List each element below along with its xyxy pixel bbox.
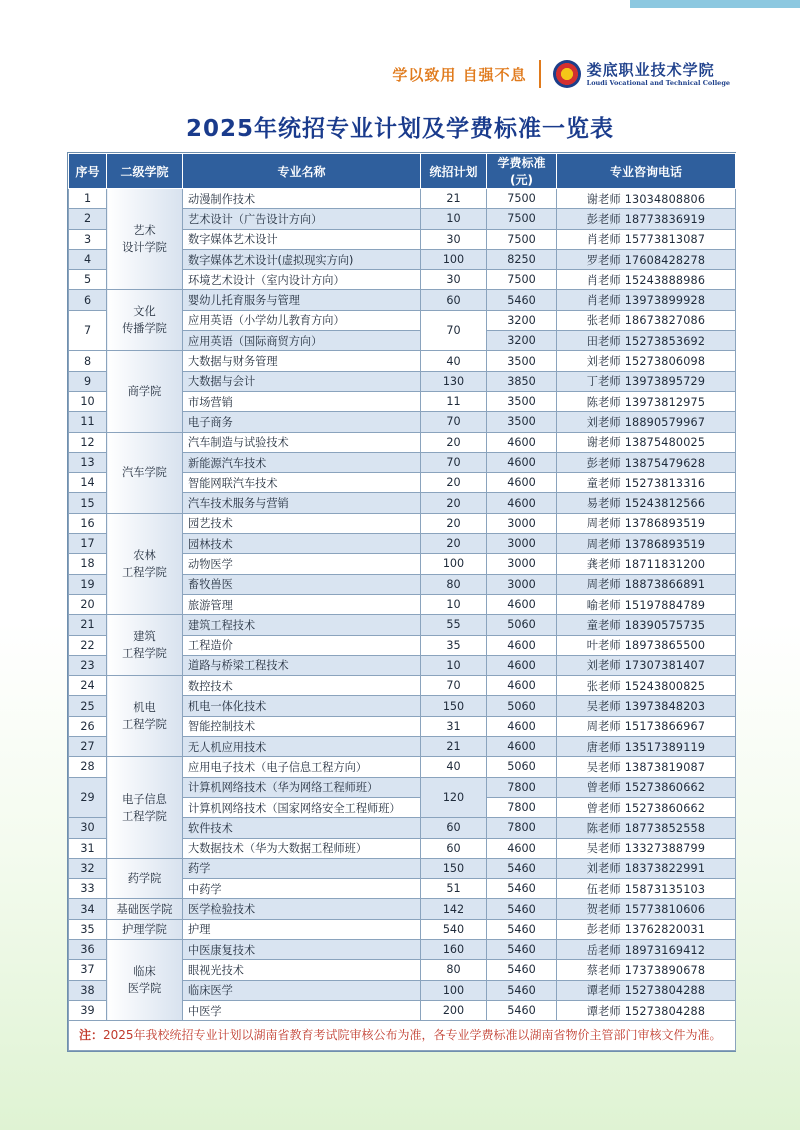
row-seq: 10 bbox=[69, 391, 107, 411]
row-seq: 9 bbox=[69, 371, 107, 391]
row-plan: 70 bbox=[421, 452, 487, 472]
row-fee: 4600 bbox=[487, 432, 557, 452]
header-college: 二级学院 bbox=[107, 154, 183, 189]
row-major: 智能控制技术 bbox=[183, 716, 421, 736]
table-row bbox=[69, 939, 736, 959]
row-major: 汽车技术服务与营销 bbox=[183, 493, 421, 513]
row-seq: 28 bbox=[69, 757, 107, 777]
row-plan: 10 bbox=[421, 209, 487, 229]
table-body bbox=[69, 189, 736, 1021]
row-phone: 刘老师 18890579967 bbox=[557, 412, 736, 432]
row-college: 农林 工程学院 bbox=[107, 513, 183, 614]
row-phone: 陈老师 13973812975 bbox=[557, 391, 736, 411]
row-plan: 10 bbox=[421, 655, 487, 675]
row-seq: 3 bbox=[69, 229, 107, 249]
row-fee: 7800 bbox=[487, 777, 557, 797]
row-plan: 20 bbox=[421, 534, 487, 554]
row-phone: 吴老师 13873819087 bbox=[557, 757, 736, 777]
row-fee: 8250 bbox=[487, 249, 557, 269]
table-row bbox=[69, 432, 736, 452]
row-phone: 周老师 18873866891 bbox=[557, 574, 736, 594]
row-phone: 谭老师 15273804288 bbox=[557, 980, 736, 1000]
row-seq: 13 bbox=[69, 452, 107, 472]
row-fee: 7800 bbox=[487, 797, 557, 817]
row-college: 基础医学院 bbox=[107, 899, 183, 919]
row-major: 计算机网络技术（国家网络安全工程师班） bbox=[183, 797, 421, 817]
row-major: 工程造价 bbox=[183, 635, 421, 655]
row-fee: 4600 bbox=[487, 676, 557, 696]
row-seq: 26 bbox=[69, 716, 107, 736]
row-fee: 5460 bbox=[487, 1000, 557, 1020]
note bbox=[69, 1021, 736, 1051]
row-phone: 唐老师 13517389119 bbox=[557, 737, 736, 757]
row-plan: 80 bbox=[421, 960, 487, 980]
row-seq: 38 bbox=[69, 980, 107, 1000]
row-plan: 11 bbox=[421, 391, 487, 411]
row-seq: 23 bbox=[69, 655, 107, 675]
row-seq: 5 bbox=[69, 270, 107, 290]
row-phone: 刘老师 18373822991 bbox=[557, 858, 736, 878]
row-plan: 80 bbox=[421, 574, 487, 594]
row-plan: 20 bbox=[421, 473, 487, 493]
row-major: 机电一体化技术 bbox=[183, 696, 421, 716]
row-plan: 31 bbox=[421, 716, 487, 736]
row-seq: 12 bbox=[69, 432, 107, 452]
row-college: 汽车学院 bbox=[107, 432, 183, 513]
row-seq: 11 bbox=[69, 412, 107, 432]
row-fee: 3500 bbox=[487, 412, 557, 432]
row-fee: 7500 bbox=[487, 229, 557, 249]
row-fee: 4600 bbox=[487, 838, 557, 858]
row-phone: 丁老师 13973895729 bbox=[557, 371, 736, 391]
row-phone: 曾老师 15273860662 bbox=[557, 777, 736, 797]
row-fee: 5460 bbox=[487, 960, 557, 980]
row-seq: 25 bbox=[69, 696, 107, 716]
row-fee: 3000 bbox=[487, 534, 557, 554]
row-fee: 4600 bbox=[487, 716, 557, 736]
row-plan: 130 bbox=[421, 371, 487, 391]
row-fee: 5460 bbox=[487, 290, 557, 310]
row-seq: 37 bbox=[69, 960, 107, 980]
row-major: 数字媒体艺术设计 bbox=[183, 229, 421, 249]
row-seq: 20 bbox=[69, 594, 107, 614]
row-college: 护理学院 bbox=[107, 919, 183, 939]
row-fee: 7500 bbox=[487, 209, 557, 229]
header-seq: 序号 bbox=[69, 154, 107, 189]
row-major: 大数据技术（华为大数据工程师班） bbox=[183, 838, 421, 858]
row-major: 市场营销 bbox=[183, 391, 421, 411]
row-major: 应用英语（国际商贸方向） bbox=[183, 331, 421, 351]
row-phone: 彭老师 18773836919 bbox=[557, 209, 736, 229]
row-fee: 4600 bbox=[487, 473, 557, 493]
row-major: 畜牧兽医 bbox=[183, 574, 421, 594]
row-seq: 33 bbox=[69, 879, 107, 899]
row-major: 汽车制造与试验技术 bbox=[183, 432, 421, 452]
row-college: 临床 医学院 bbox=[107, 939, 183, 1020]
school-name-cn: 娄底职业技术学院 bbox=[586, 61, 715, 79]
row-fee: 5460 bbox=[487, 919, 557, 939]
row-phone: 肖老师 15773813087 bbox=[557, 229, 736, 249]
row-plan: 20 bbox=[421, 432, 487, 452]
row-major: 园林技术 bbox=[183, 534, 421, 554]
row-phone: 吴老师 13973848203 bbox=[557, 696, 736, 716]
row-phone: 谭老师 15273804288 bbox=[557, 1000, 736, 1020]
row-plan: 60 bbox=[421, 818, 487, 838]
row-fee: 5460 bbox=[487, 980, 557, 1000]
row-phone: 曾老师 15273860662 bbox=[557, 797, 736, 817]
majors-table bbox=[67, 152, 736, 1052]
row-seq: 4 bbox=[69, 249, 107, 269]
note-text: 2025年我校统招专业计划以湖南省教育考试院审核公布为准，各专业学费标准以湖南省物价主管部门审核文件为准。 bbox=[103, 1028, 722, 1043]
row-plan: 200 bbox=[421, 1000, 487, 1020]
row-major: 电子商务 bbox=[183, 412, 421, 432]
row-plan: 10 bbox=[421, 594, 487, 614]
row-phone: 肖老师 13973899928 bbox=[557, 290, 736, 310]
row-major: 婴幼儿托育服务与管理 bbox=[183, 290, 421, 310]
row-phone: 蔡老师 17373890678 bbox=[557, 960, 736, 980]
row-seq: 35 bbox=[69, 919, 107, 939]
row-fee: 3500 bbox=[487, 391, 557, 411]
row-fee: 3850 bbox=[487, 371, 557, 391]
row-plan: 142 bbox=[421, 899, 487, 919]
header-plan: 统招计划 bbox=[421, 154, 487, 189]
row-plan: 55 bbox=[421, 615, 487, 635]
row-college: 建筑 工程学院 bbox=[107, 615, 183, 676]
table-row bbox=[69, 513, 736, 533]
table-row bbox=[69, 676, 736, 696]
row-seq: 39 bbox=[69, 1000, 107, 1020]
row-major: 应用电子技术（电子信息工程方向） bbox=[183, 757, 421, 777]
row-phone: 张老师 18673827086 bbox=[557, 310, 736, 330]
row-seq: 8 bbox=[69, 351, 107, 371]
row-phone: 贺老师 15773810606 bbox=[557, 899, 736, 919]
row-seq: 18 bbox=[69, 554, 107, 574]
header-major: 专业名称 bbox=[183, 154, 421, 189]
header bbox=[392, 55, 730, 93]
table-header-row bbox=[69, 154, 736, 189]
row-phone: 伍老师 15873135103 bbox=[557, 879, 736, 899]
row-major: 艺术设计（广告设计方向） bbox=[183, 209, 421, 229]
header-fee: 学费标准(元) bbox=[487, 154, 557, 189]
row-phone: 田老师 15273853692 bbox=[557, 331, 736, 351]
row-plan: 30 bbox=[421, 270, 487, 290]
row-fee: 5460 bbox=[487, 858, 557, 878]
row-phone: 童老师 18390575735 bbox=[557, 615, 736, 635]
row-fee: 4600 bbox=[487, 655, 557, 675]
row-plan: 160 bbox=[421, 939, 487, 959]
row-plan: 35 bbox=[421, 635, 487, 655]
row-major: 数控技术 bbox=[183, 676, 421, 696]
row-fee: 3200 bbox=[487, 310, 557, 330]
row-fee: 4600 bbox=[487, 594, 557, 614]
row-college: 机电 工程学院 bbox=[107, 676, 183, 757]
row-seq: 34 bbox=[69, 899, 107, 919]
row-college: 电子信息 工程学院 bbox=[107, 757, 183, 858]
row-seq: 17 bbox=[69, 534, 107, 554]
row-seq: 14 bbox=[69, 473, 107, 493]
row-phone: 肖老师 15243888986 bbox=[557, 270, 736, 290]
row-major: 旅游管理 bbox=[183, 594, 421, 614]
row-fee: 5460 bbox=[487, 879, 557, 899]
row-seq: 1 bbox=[69, 189, 107, 209]
row-plan: 40 bbox=[421, 757, 487, 777]
row-major: 软件技术 bbox=[183, 818, 421, 838]
row-fee: 3500 bbox=[487, 351, 557, 371]
row-seq: 31 bbox=[69, 838, 107, 858]
row-plan: 40 bbox=[421, 351, 487, 371]
row-phone: 陈老师 18773852558 bbox=[557, 818, 736, 838]
row-fee: 7800 bbox=[487, 818, 557, 838]
row-phone: 叶老师 18973865500 bbox=[557, 635, 736, 655]
row-seq: 6 bbox=[69, 290, 107, 310]
row-phone: 周老师 15173866967 bbox=[557, 716, 736, 736]
row-fee: 4600 bbox=[487, 452, 557, 472]
row-major: 眼视光技术 bbox=[183, 960, 421, 980]
row-seq: 32 bbox=[69, 858, 107, 878]
row-seq: 2 bbox=[69, 209, 107, 229]
row-seq: 36 bbox=[69, 939, 107, 959]
row-plan: 60 bbox=[421, 290, 487, 310]
table-row bbox=[69, 351, 736, 371]
row-major: 新能源汽车技术 bbox=[183, 452, 421, 472]
row-major: 中医康复技术 bbox=[183, 939, 421, 959]
table-row bbox=[69, 919, 736, 939]
row-major: 临床医学 bbox=[183, 980, 421, 1000]
note-row bbox=[69, 1021, 736, 1051]
row-major: 中药学 bbox=[183, 879, 421, 899]
row-plan: 70 bbox=[421, 310, 487, 351]
row-plan: 21 bbox=[421, 189, 487, 209]
row-plan: 60 bbox=[421, 838, 487, 858]
table-row bbox=[69, 757, 736, 777]
table-row bbox=[69, 899, 736, 919]
row-seq: 15 bbox=[69, 493, 107, 513]
school-name-en: Loudi Vocational and Technical College bbox=[586, 79, 730, 87]
row-major: 园艺技术 bbox=[183, 513, 421, 533]
slogan: 学以致用 自强不息 bbox=[392, 65, 527, 84]
row-major: 计算机网络技术（华为网络工程师班） bbox=[183, 777, 421, 797]
page-title: 2025年统招专业计划及学费标准一览表 bbox=[185, 116, 614, 142]
row-major: 环境艺术设计（室内设计方向） bbox=[183, 270, 421, 290]
row-plan: 20 bbox=[421, 493, 487, 513]
row-phone: 龚老师 18711831200 bbox=[557, 554, 736, 574]
note-label: 注： bbox=[79, 1028, 104, 1043]
row-major: 大数据与会计 bbox=[183, 371, 421, 391]
header-divider bbox=[539, 60, 541, 88]
row-major: 无人机应用技术 bbox=[183, 737, 421, 757]
row-plan: 21 bbox=[421, 737, 487, 757]
row-phone: 喻老师 15197884789 bbox=[557, 594, 736, 614]
row-fee: 3000 bbox=[487, 513, 557, 533]
row-seq: 21 bbox=[69, 615, 107, 635]
row-fee: 3200 bbox=[487, 331, 557, 351]
row-plan: 30 bbox=[421, 229, 487, 249]
row-major: 建筑工程技术 bbox=[183, 615, 421, 635]
row-plan: 150 bbox=[421, 858, 487, 878]
row-fee: 5060 bbox=[487, 757, 557, 777]
row-plan: 150 bbox=[421, 696, 487, 716]
row-major: 动物医学 bbox=[183, 554, 421, 574]
row-fee: 4600 bbox=[487, 493, 557, 513]
school-logo-icon bbox=[553, 60, 581, 88]
table-row bbox=[69, 290, 736, 310]
row-major: 护理 bbox=[183, 919, 421, 939]
row-plan: 120 bbox=[421, 777, 487, 818]
row-fee: 4600 bbox=[487, 635, 557, 655]
row-phone: 周老师 13786893519 bbox=[557, 513, 736, 533]
row-seq: 27 bbox=[69, 737, 107, 757]
row-major: 医学检验技术 bbox=[183, 899, 421, 919]
row-seq: 29 bbox=[69, 777, 107, 818]
row-phone: 彭老师 13762820031 bbox=[557, 919, 736, 939]
row-major: 道路与桥梁工程技术 bbox=[183, 655, 421, 675]
row-phone: 谢老师 13875480025 bbox=[557, 432, 736, 452]
row-fee: 7500 bbox=[487, 189, 557, 209]
row-phone: 吴老师 13327388799 bbox=[557, 838, 736, 858]
row-phone: 刘老师 15273806098 bbox=[557, 351, 736, 371]
row-plan: 100 bbox=[421, 249, 487, 269]
row-college: 商学院 bbox=[107, 351, 183, 432]
row-fee: 5060 bbox=[487, 696, 557, 716]
school-name bbox=[587, 61, 730, 87]
table-row bbox=[69, 858, 736, 878]
row-phone: 刘老师 17307381407 bbox=[557, 655, 736, 675]
row-plan: 100 bbox=[421, 554, 487, 574]
row-plan: 70 bbox=[421, 676, 487, 696]
row-phone: 童老师 15273813316 bbox=[557, 473, 736, 493]
row-fee: 5460 bbox=[487, 939, 557, 959]
row-phone: 张老师 15243800825 bbox=[557, 676, 736, 696]
row-seq: 30 bbox=[69, 818, 107, 838]
row-major: 大数据与财务管理 bbox=[183, 351, 421, 371]
row-phone: 岳老师 18973169412 bbox=[557, 939, 736, 959]
row-plan: 70 bbox=[421, 412, 487, 432]
row-plan: 51 bbox=[421, 879, 487, 899]
row-seq: 22 bbox=[69, 635, 107, 655]
row-phone: 周老师 13786893519 bbox=[557, 534, 736, 554]
row-major: 应用英语（小学幼儿教育方向） bbox=[183, 310, 421, 330]
row-fee: 4600 bbox=[487, 737, 557, 757]
row-phone: 谢老师 13034808806 bbox=[557, 189, 736, 209]
header-phone: 专业咨询电话 bbox=[557, 154, 736, 189]
row-phone: 易老师 15243812566 bbox=[557, 493, 736, 513]
table-row bbox=[69, 615, 736, 635]
row-seq: 19 bbox=[69, 574, 107, 594]
row-college: 药学院 bbox=[107, 858, 183, 899]
row-fee: 7500 bbox=[487, 270, 557, 290]
row-major: 中医学 bbox=[183, 1000, 421, 1020]
row-seq: 16 bbox=[69, 513, 107, 533]
row-plan: 540 bbox=[421, 919, 487, 939]
row-plan: 20 bbox=[421, 513, 487, 533]
row-phone: 彭老师 13875479628 bbox=[557, 452, 736, 472]
corner-decoration bbox=[630, 0, 800, 8]
row-fee: 5060 bbox=[487, 615, 557, 635]
row-fee: 3000 bbox=[487, 574, 557, 594]
row-plan: 100 bbox=[421, 980, 487, 1000]
row-major: 智能网联汽车技术 bbox=[183, 473, 421, 493]
row-college: 文化 传播学院 bbox=[107, 290, 183, 351]
row-fee: 3000 bbox=[487, 554, 557, 574]
row-major: 药学 bbox=[183, 858, 421, 878]
row-phone: 罗老师 17608428278 bbox=[557, 249, 736, 269]
row-seq: 7 bbox=[69, 310, 107, 351]
row-seq: 24 bbox=[69, 676, 107, 696]
row-fee: 5460 bbox=[487, 899, 557, 919]
row-major: 数字媒体艺术设计(虚拟现实方向) bbox=[183, 249, 421, 269]
row-college: 艺术 设计学院 bbox=[107, 189, 183, 290]
row-major: 动漫制作技术 bbox=[183, 189, 421, 209]
table-row bbox=[69, 189, 736, 209]
